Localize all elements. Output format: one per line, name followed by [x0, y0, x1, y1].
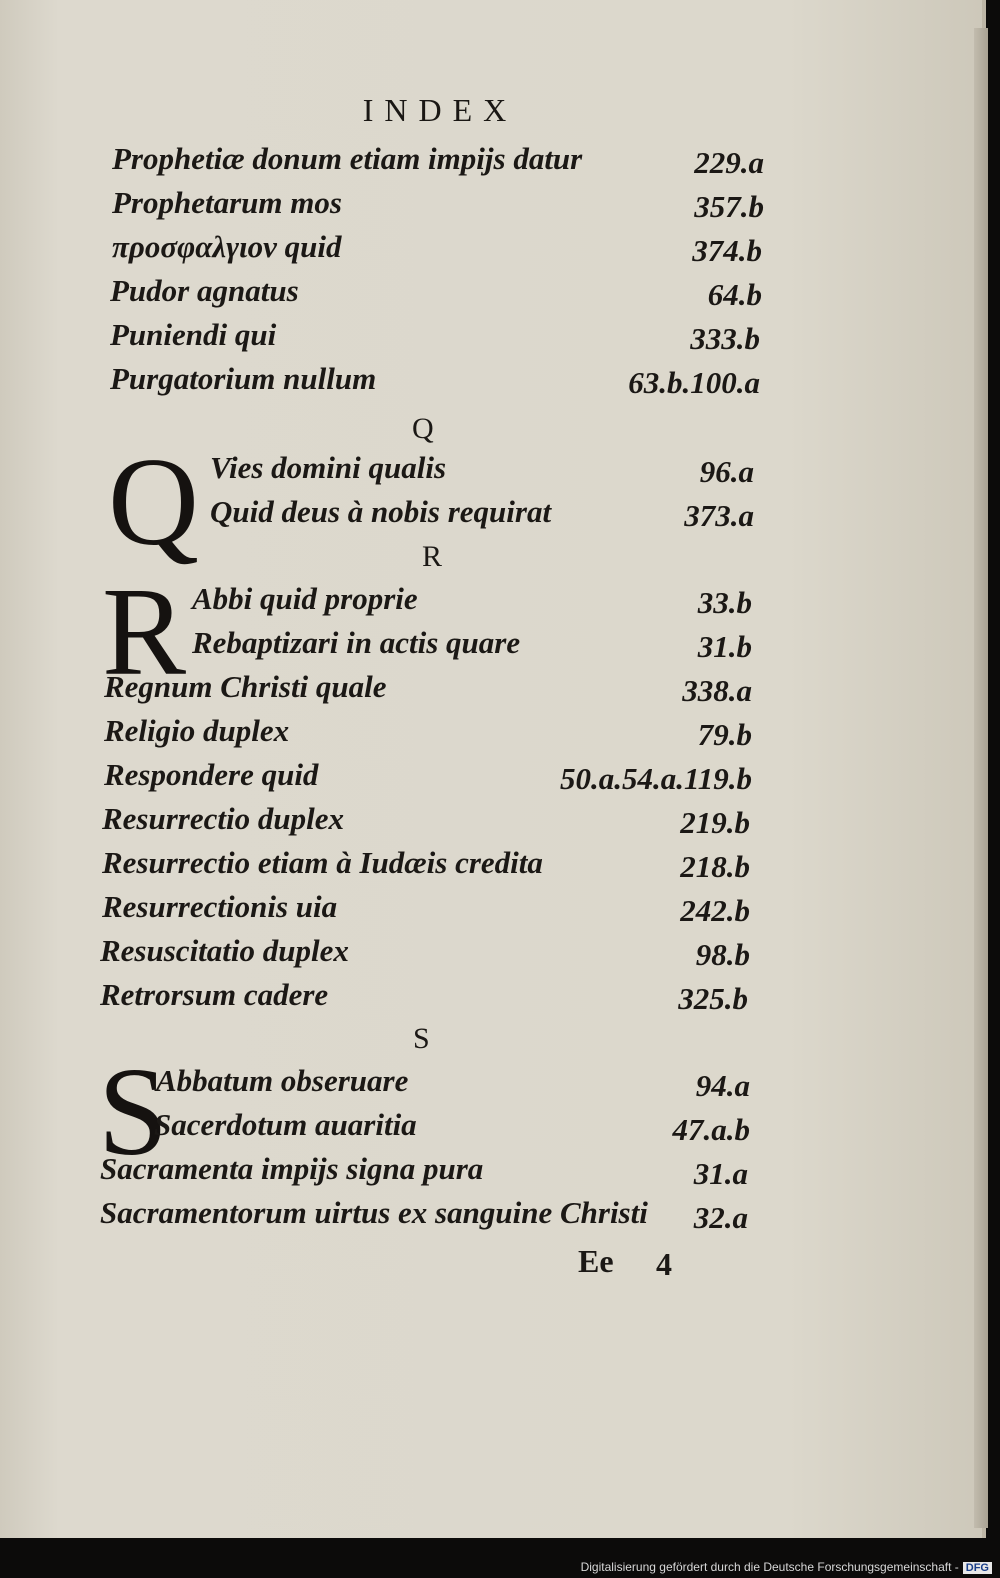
- index-ref: 96.a: [699, 454, 754, 489]
- index-ref: 31.a: [693, 1156, 748, 1191]
- index-ref: 79.b: [697, 717, 752, 752]
- index-entry: Religio duplex: [104, 713, 290, 748]
- index-ref: 219.b: [680, 805, 750, 840]
- index-entry: Pudor agnatus: [110, 273, 299, 308]
- index-entry: Abbatum obseruare: [156, 1063, 409, 1098]
- index-entry: Retrorsum cadere: [100, 977, 329, 1012]
- index-ref: 373.a: [684, 498, 754, 533]
- index-entry: Sacerdotum auaritia: [154, 1107, 417, 1142]
- index-ref: 325.b: [678, 981, 748, 1016]
- index-ref: 242.b: [680, 893, 750, 928]
- index-entry: Resurrectio etiam à Iudæis credita: [102, 845, 543, 880]
- index-entry: Resurrectio duplex: [102, 801, 344, 836]
- index-ref: 50.a.54.a.119.b: [559, 761, 752, 796]
- index-entry: προσφαλγιον quid: [112, 229, 342, 264]
- section-letter-q: Q: [412, 412, 434, 445]
- index-ref: 338.a: [682, 673, 752, 708]
- index-ref: 98.b: [695, 937, 750, 972]
- index-ref: 31.b: [697, 629, 752, 664]
- index-ref: 218.b: [680, 849, 750, 884]
- index-ref: 357.b: [694, 189, 764, 224]
- index-ref: 94.a: [695, 1068, 750, 1103]
- digitization-footer: [581, 1560, 992, 1574]
- index-entry: Purgatorium nullum: [110, 361, 377, 396]
- index-entry: Prophetarum mos: [112, 185, 342, 220]
- index-entry: Quid deus à nobis requirat: [210, 494, 552, 529]
- index-entry: Resurrectionis uia: [102, 889, 338, 924]
- index-entry: Prophetiæ donum etiam impijs datur: [112, 141, 583, 176]
- page-edge: [974, 28, 988, 1528]
- index-ref: 47.a.b: [672, 1112, 750, 1147]
- drop-cap-s: S: [98, 1043, 169, 1182]
- index-entry: Vies domini qualis: [210, 450, 447, 485]
- index-ref: 33.b: [697, 585, 752, 620]
- index-entry: Puniendi qui: [110, 317, 277, 352]
- dfg-logo: DFG: [963, 1562, 992, 1574]
- index-entry: Regnum Christi quale: [104, 669, 387, 704]
- index-ref: 64.b: [707, 277, 762, 312]
- index-entry: Respondere quid: [104, 757, 319, 792]
- footer-text: Digitalisierung gefördert durch die Deutsche Forschungsgemeinschaft -: [580, 1560, 959, 1574]
- drop-cap-q: Q: [108, 433, 199, 572]
- index-ref: 63.b.100.a: [628, 365, 760, 400]
- section-letter-s: S: [413, 1022, 430, 1055]
- drop-cap-r: R: [102, 563, 187, 702]
- index-entry: Sacramenta impijs signa pura: [100, 1151, 484, 1186]
- signature-number: 4: [656, 1246, 672, 1282]
- section-letter-r: R: [422, 540, 443, 573]
- index-entry: Resuscitatio duplex: [100, 933, 349, 968]
- index-ref: 333.b: [690, 321, 760, 356]
- index-entry: Sacramentorum uirtus ex sanguine Christi: [100, 1195, 648, 1230]
- signature-mark: Ee: [578, 1243, 614, 1279]
- index-entry: Rebaptizari in actis quare: [192, 625, 521, 660]
- index-ref: 374.b: [692, 233, 762, 268]
- index-ref: 229.a: [694, 145, 764, 180]
- index-entry: Abbi quid proprie: [192, 581, 418, 616]
- index-ref: 32.a: [693, 1200, 748, 1235]
- page-title: INDEX: [362, 92, 518, 128]
